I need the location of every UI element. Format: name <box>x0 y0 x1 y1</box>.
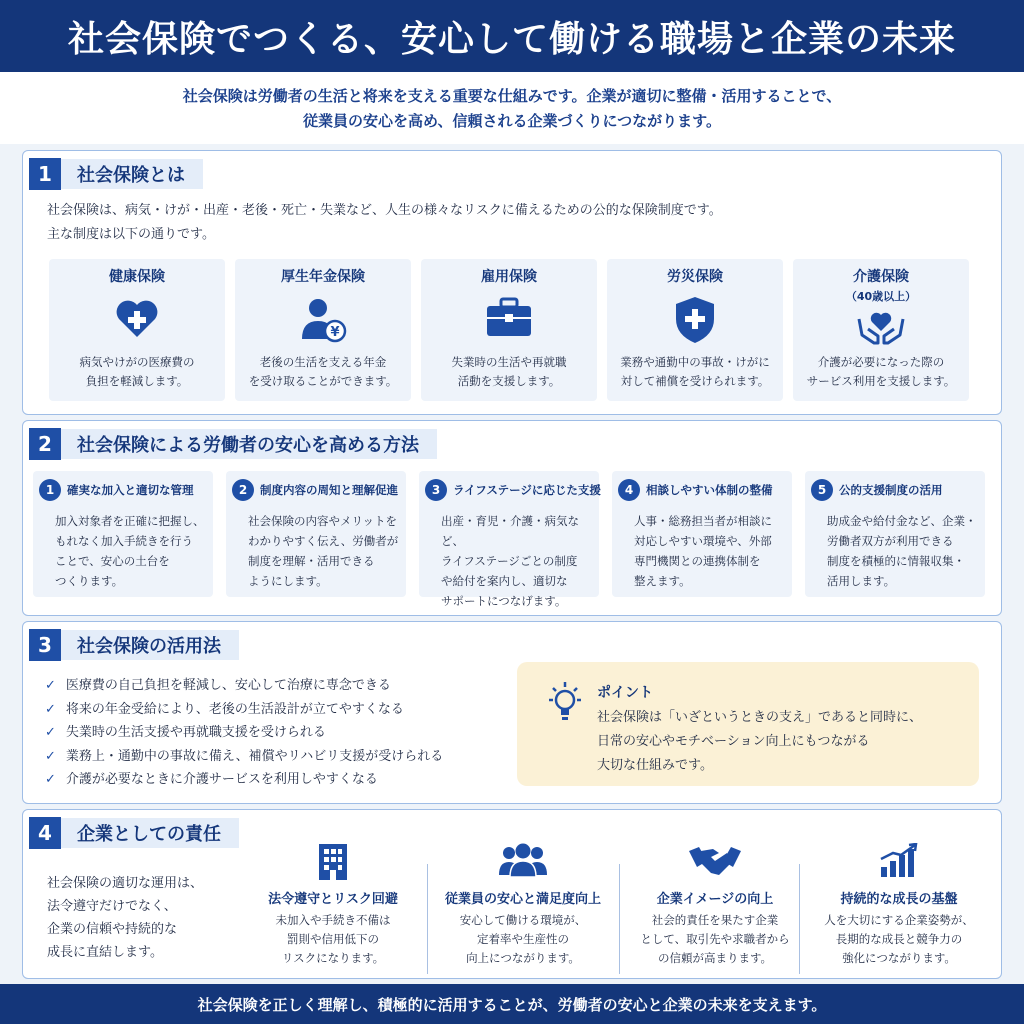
card-title: 雇用保険 <box>481 269 537 285</box>
item-title: 法令遵守とリスク回避 <box>268 892 398 907</box>
card-workers-comp-insurance <box>607 259 783 401</box>
method-card <box>419 471 601 608</box>
building-icon <box>243 838 423 884</box>
list-item: ✓ 介護が必要なときに介護サービスを利用しやすくなる <box>45 768 443 792</box>
footer-text: 社会保険を正しく理解し、積極的に活用することが、労働者の安心と企業の未来を支えます。 <box>197 995 827 1014</box>
method-card <box>226 471 406 597</box>
intro-line-2: 従業員の安心を高め、信頼される企業づくりにつながります。 <box>303 112 721 130</box>
lightbulb-icon <box>545 680 585 730</box>
method-number: 2 <box>232 479 254 501</box>
responsibility-item <box>625 838 805 968</box>
card-title: 介護保険 <box>853 269 909 285</box>
responsibility-item <box>433 838 613 968</box>
section-title: 企業としての責任 <box>77 824 221 845</box>
item-description: 社会的責任を果たす企業 として、取引先や求職者から の信頼が高まります。 <box>640 913 790 965</box>
section-heading <box>29 159 203 189</box>
list-item: ✓ 業務上・通勤中の事故に備え、補償やリハビリ支援が受けられる <box>45 745 443 769</box>
intro-line-1: 社会保険は労働者の生活と将来を支える重要な仕組みです。企業が適切に整備・活用することで、 <box>182 87 842 105</box>
footer-banner <box>0 984 1024 1024</box>
card-title: 厚生年金保険 <box>281 269 365 285</box>
method-title: ライフステージに応じた支援 <box>453 483 601 497</box>
method-title: 相談しやすい体制の整備 <box>646 483 773 497</box>
divider <box>427 864 428 974</box>
card-pension-insurance <box>235 259 411 401</box>
card-employment-insurance <box>421 259 597 401</box>
section-title: 社会保険の活用法 <box>77 636 221 657</box>
card-title: 労災保険 <box>667 269 723 285</box>
responsibility-description: 社会保険の適切な運用は、 法令遵守だけでなく、 企業の信頼や持続的な 成長に直結します。 <box>47 876 204 960</box>
description-line: 主な制度は以下の通りです。 <box>47 227 215 242</box>
hands-heart-icon <box>856 309 906 351</box>
card-description: 業務や通勤中の事故・けがに 対して補償を受けられます。 <box>620 355 770 388</box>
briefcase-icon <box>484 295 534 345</box>
section-number: 2 <box>29 428 61 460</box>
item-description: 未加入や手続き不備は 罰則や信用低下の リスクになります。 <box>275 913 391 965</box>
method-card <box>612 471 792 597</box>
section-usage <box>22 621 1002 804</box>
method-description: 助成金や給付金など、企業・ 労働者双方が利用できる 制度を積極的に情報収集・ 活用します。 <box>827 514 977 588</box>
heart-plus-icon <box>114 295 160 345</box>
section-heading <box>29 429 437 459</box>
method-number: 3 <box>425 479 447 501</box>
method-description: 加入対象者を正確に把握し、 もれなく加入手続きを行う ことで、安心の土台を つくります。 <box>55 514 205 588</box>
handshake-icon <box>625 838 805 884</box>
check-icon: ✓ <box>45 725 56 740</box>
item-description: 人を大切にする企業姿勢が、 長期的な成長と競争力の 強化につながります。 <box>824 913 974 965</box>
check-icon: ✓ <box>45 748 56 764</box>
section-methods <box>22 420 1002 616</box>
shield-plus-icon <box>672 295 718 349</box>
person-yen-icon <box>298 295 348 349</box>
point-title: ポイント <box>597 685 653 701</box>
section-number: 1 <box>29 158 61 190</box>
card-description: 失業時の生活や再就職 活動を支援します。 <box>451 355 567 388</box>
responsibility-item <box>809 838 989 968</box>
section-number: 3 <box>29 629 61 661</box>
method-card <box>805 471 985 597</box>
list-item: ✓ 医療費の自己負担を軽減し、安心して治療に専念できる <box>45 674 443 698</box>
method-description: 社会保険の内容やメリットを わかりやすく伝え、労働者が 制度を理解・活用できる ようにします。 <box>248 514 399 588</box>
page-title: 社会保険でつくる、安心して働ける職場と企業の未来 <box>67 18 956 60</box>
section-title: 社会保険とは <box>77 165 185 186</box>
item-title: 持続的な成長の基盤 <box>840 892 958 907</box>
card-description: 病気やけがの医療費の 負担を軽減します。 <box>79 355 195 388</box>
method-number: 4 <box>618 479 640 501</box>
section-corporate-responsibility <box>22 809 1002 979</box>
method-number: 5 <box>811 479 833 501</box>
method-title: 制度内容の周知と理解促進 <box>260 483 398 497</box>
method-card <box>33 471 213 597</box>
card-health-insurance <box>49 259 225 401</box>
item-description: 安心して働ける環境が、 定着率や生産性の 向上につながります。 <box>459 913 587 965</box>
section-heading <box>29 818 239 848</box>
intro <box>0 72 1024 144</box>
section-number: 4 <box>29 817 61 849</box>
check-icon: ✓ <box>45 678 56 693</box>
benefit-list <box>45 674 443 792</box>
section-heading <box>29 630 239 660</box>
method-title: 公的支援制度の活用 <box>839 483 943 497</box>
card-description: 介護が必要になった際の サービス利用を支援します。 <box>806 355 956 388</box>
card-title: 健康保険 <box>109 269 165 285</box>
method-title: 確実な加入と適切な管理 <box>67 483 194 497</box>
divider <box>799 864 800 974</box>
divider <box>619 864 620 974</box>
section-title: 社会保険による労働者の安心を高める方法 <box>77 435 419 456</box>
point-text: 社会保険は「いざというときの支え」であると同時に、 日常の安心やモチベーション向上にもつながる 大切な仕組みです。 <box>597 710 923 773</box>
team-icon <box>433 838 613 884</box>
method-cards <box>33 471 985 608</box>
title-banner <box>0 0 1024 72</box>
list-item: ✓ 将来の年金受給により、老後の生活設計が立てやすくなる <box>45 698 443 722</box>
section-what-is-social-insurance <box>22 150 1002 415</box>
check-icon: ✓ <box>45 772 56 787</box>
point-box <box>517 662 979 786</box>
card-description: 老後の生活を支える年金 を受け取ることができます。 <box>248 355 398 388</box>
list-item: ✓ 失業時の生活支援や再就職支援を受けられる <box>45 721 443 745</box>
method-number: 1 <box>39 479 61 501</box>
method-description: 人事・総務担当者が相談に 対応しやすい環境や、外部 専門機関との連携体制を 整えます。 <box>634 514 772 588</box>
description-line: 社会保険は、病気・けが・出産・老後・死亡・失業など、人生の様々なリスクに備えるための公的な保険制度です。 <box>47 203 722 218</box>
item-title: 従業員の安心と満足度向上 <box>444 892 601 907</box>
responsibility-item <box>243 838 423 968</box>
section-description <box>47 199 722 247</box>
growth-chart-icon <box>809 838 989 884</box>
method-description: 出産・育児・介護・病気など、 ライフステージごとの制度 や給付を案内し、適切な サポートにつなげます。 <box>441 514 579 608</box>
insurance-cards <box>49 259 969 401</box>
card-subtitle: （40歳以上） <box>845 290 917 303</box>
check-icon: ✓ <box>45 701 56 717</box>
card-care-insurance <box>793 259 969 401</box>
item-title: 企業イメージの向上 <box>656 892 774 907</box>
svg-text:¥: ¥ <box>330 325 340 340</box>
